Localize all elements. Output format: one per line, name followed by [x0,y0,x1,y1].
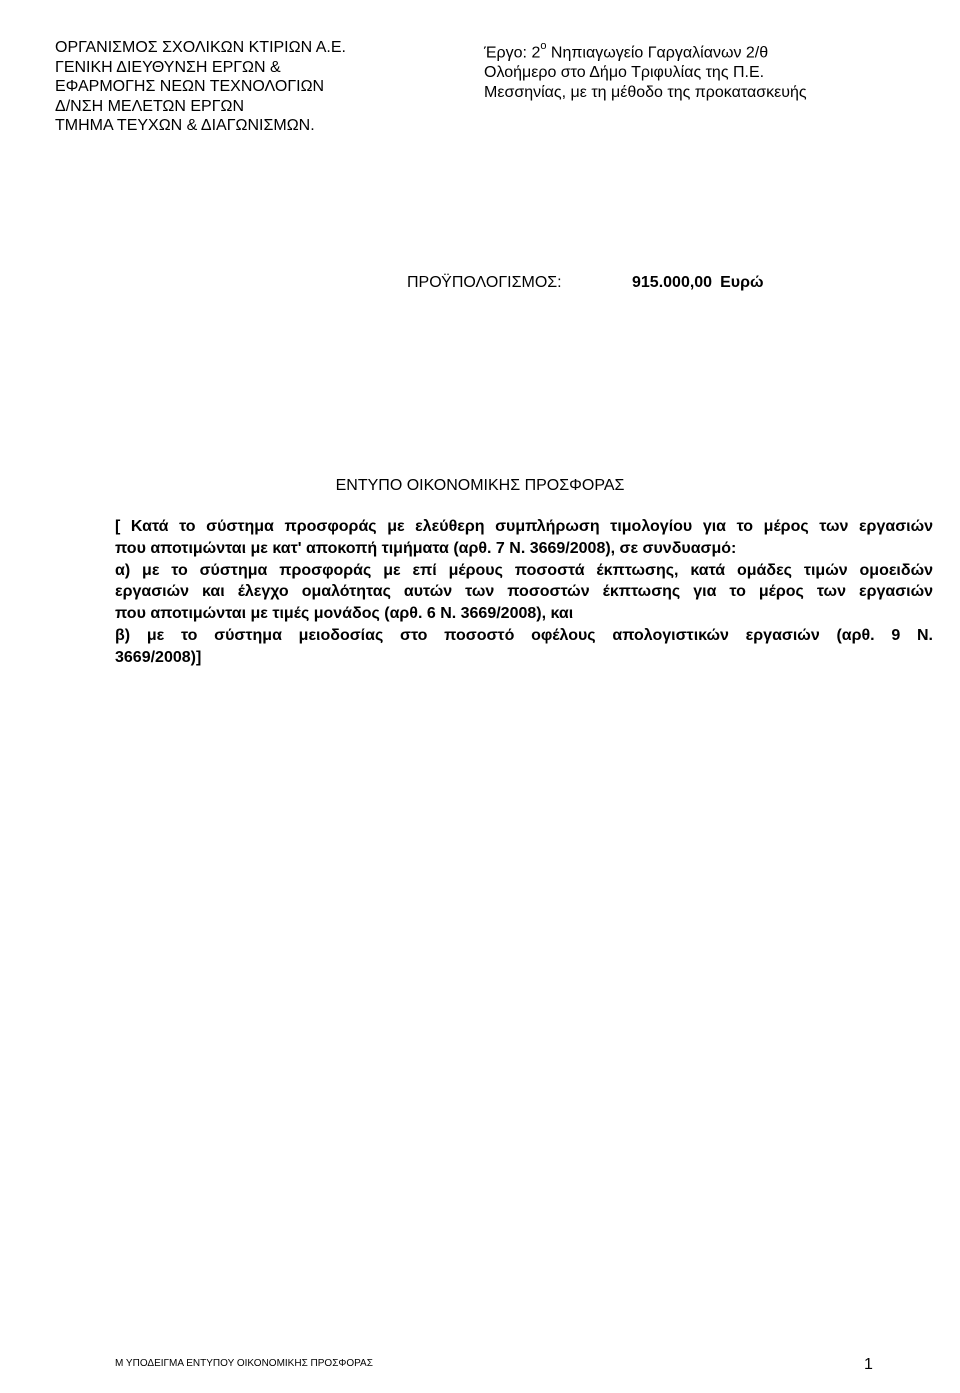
budget-row [407,273,763,293]
general-directorate: ΓΕΝΙΚΗ ΔΙΕΥΘΥΝΣΗ ΕΡΓΩΝ & [55,58,281,76]
project-title-line-2: Ολοήμερο στο Δήμο Τριφυλίας της Π.Ε. [484,64,765,82]
description-line: που αποτιμώνται με τιμές μονάδος (αρθ. 6 Ν. 3669/2008), και [115,605,574,623]
organization-name: ΟΡΓΑΝΙΣΜΟΣ ΣΧΟΛΙΚΩΝ ΚΤΙΡΙΩΝ Α.Ε. [55,39,346,56]
description-line: β) με το σύστημα μειοδοσίας στο ποσοστό οφέλους απολογιστικών εργασιών (αρθ. 9 Ν. [115,626,933,644]
description-line: εργασιών και έλεγχο ομαλότητας αυτών των ποσοστών έκπτωσης για το μέρος των εργασιών [115,583,933,601]
organization-header [55,38,395,136]
department: ΤΜΗΜΑ ΤΕΥΧΩΝ & ΔΙΑΓΩΝΙΣΜΩΝ. [55,117,315,134]
budget-label: ΠΡΟΫΠΟΛΟΓΙΣΜΟΣ: [407,274,562,291]
form-description [115,516,933,669]
budget-value: 915.000,00 [632,274,713,291]
general-directorate-cont: ΕΦΑΡΜΟΓΗΣ ΝΕΩΝ ΤΕΧΝΟΛΟΓΙΩΝ [55,78,325,95]
footer-document-label: Μ ΥΠΟΔΕΙΓΜΑ ΕΝΤΥΠΟΥ ΟΙΚΟΝΟΜΙΚΗΣ ΠΡΟΣΦΟΡΑΣ [115,1358,373,1369]
project-title-line-1: Έργο: $2^o$ Νηπιαγωγείο Γαργαλίανων 2/θ [484,40,769,62]
page-number: 1 [864,1356,873,1373]
description-line: α) με το σύστημα προσφοράς με επί μέρους ποσοστά έκπτωσης, κατά ομάδες τιμών ομοειδών [115,561,933,579]
description-line: 3669/2008)] [115,648,202,666]
description-line: που αποτιμώνται με κατ' αποκοπή τιμήματα (αρθ. 7 Ν. 3669/2008), σε συνδυασμό: [115,539,737,557]
ordinal-superscript: ο [540,40,547,52]
directorate: Δ/ΝΣΗ ΜΕΛΕΤΩΝ ΕΡΓΩΝ [55,97,245,115]
project-title-line-3: Μεσσηνίας, με τη μέθοδο της προκατασκευής [484,84,807,102]
form-title: ΕΝΤΥΠΟ ΟΙΚΟΝΟΜΙΚΗΣ ΠΡΟΣΦΟΡΑΣ [335,477,625,494]
description-line: [ Κατά το σύστημα προσφοράς με ελεύθερη συμπλήρωση τιμολογίου για το μέρος των εργασιών [115,518,933,535]
project-header [484,38,924,103]
budget-currency: Ευρώ [720,274,764,291]
